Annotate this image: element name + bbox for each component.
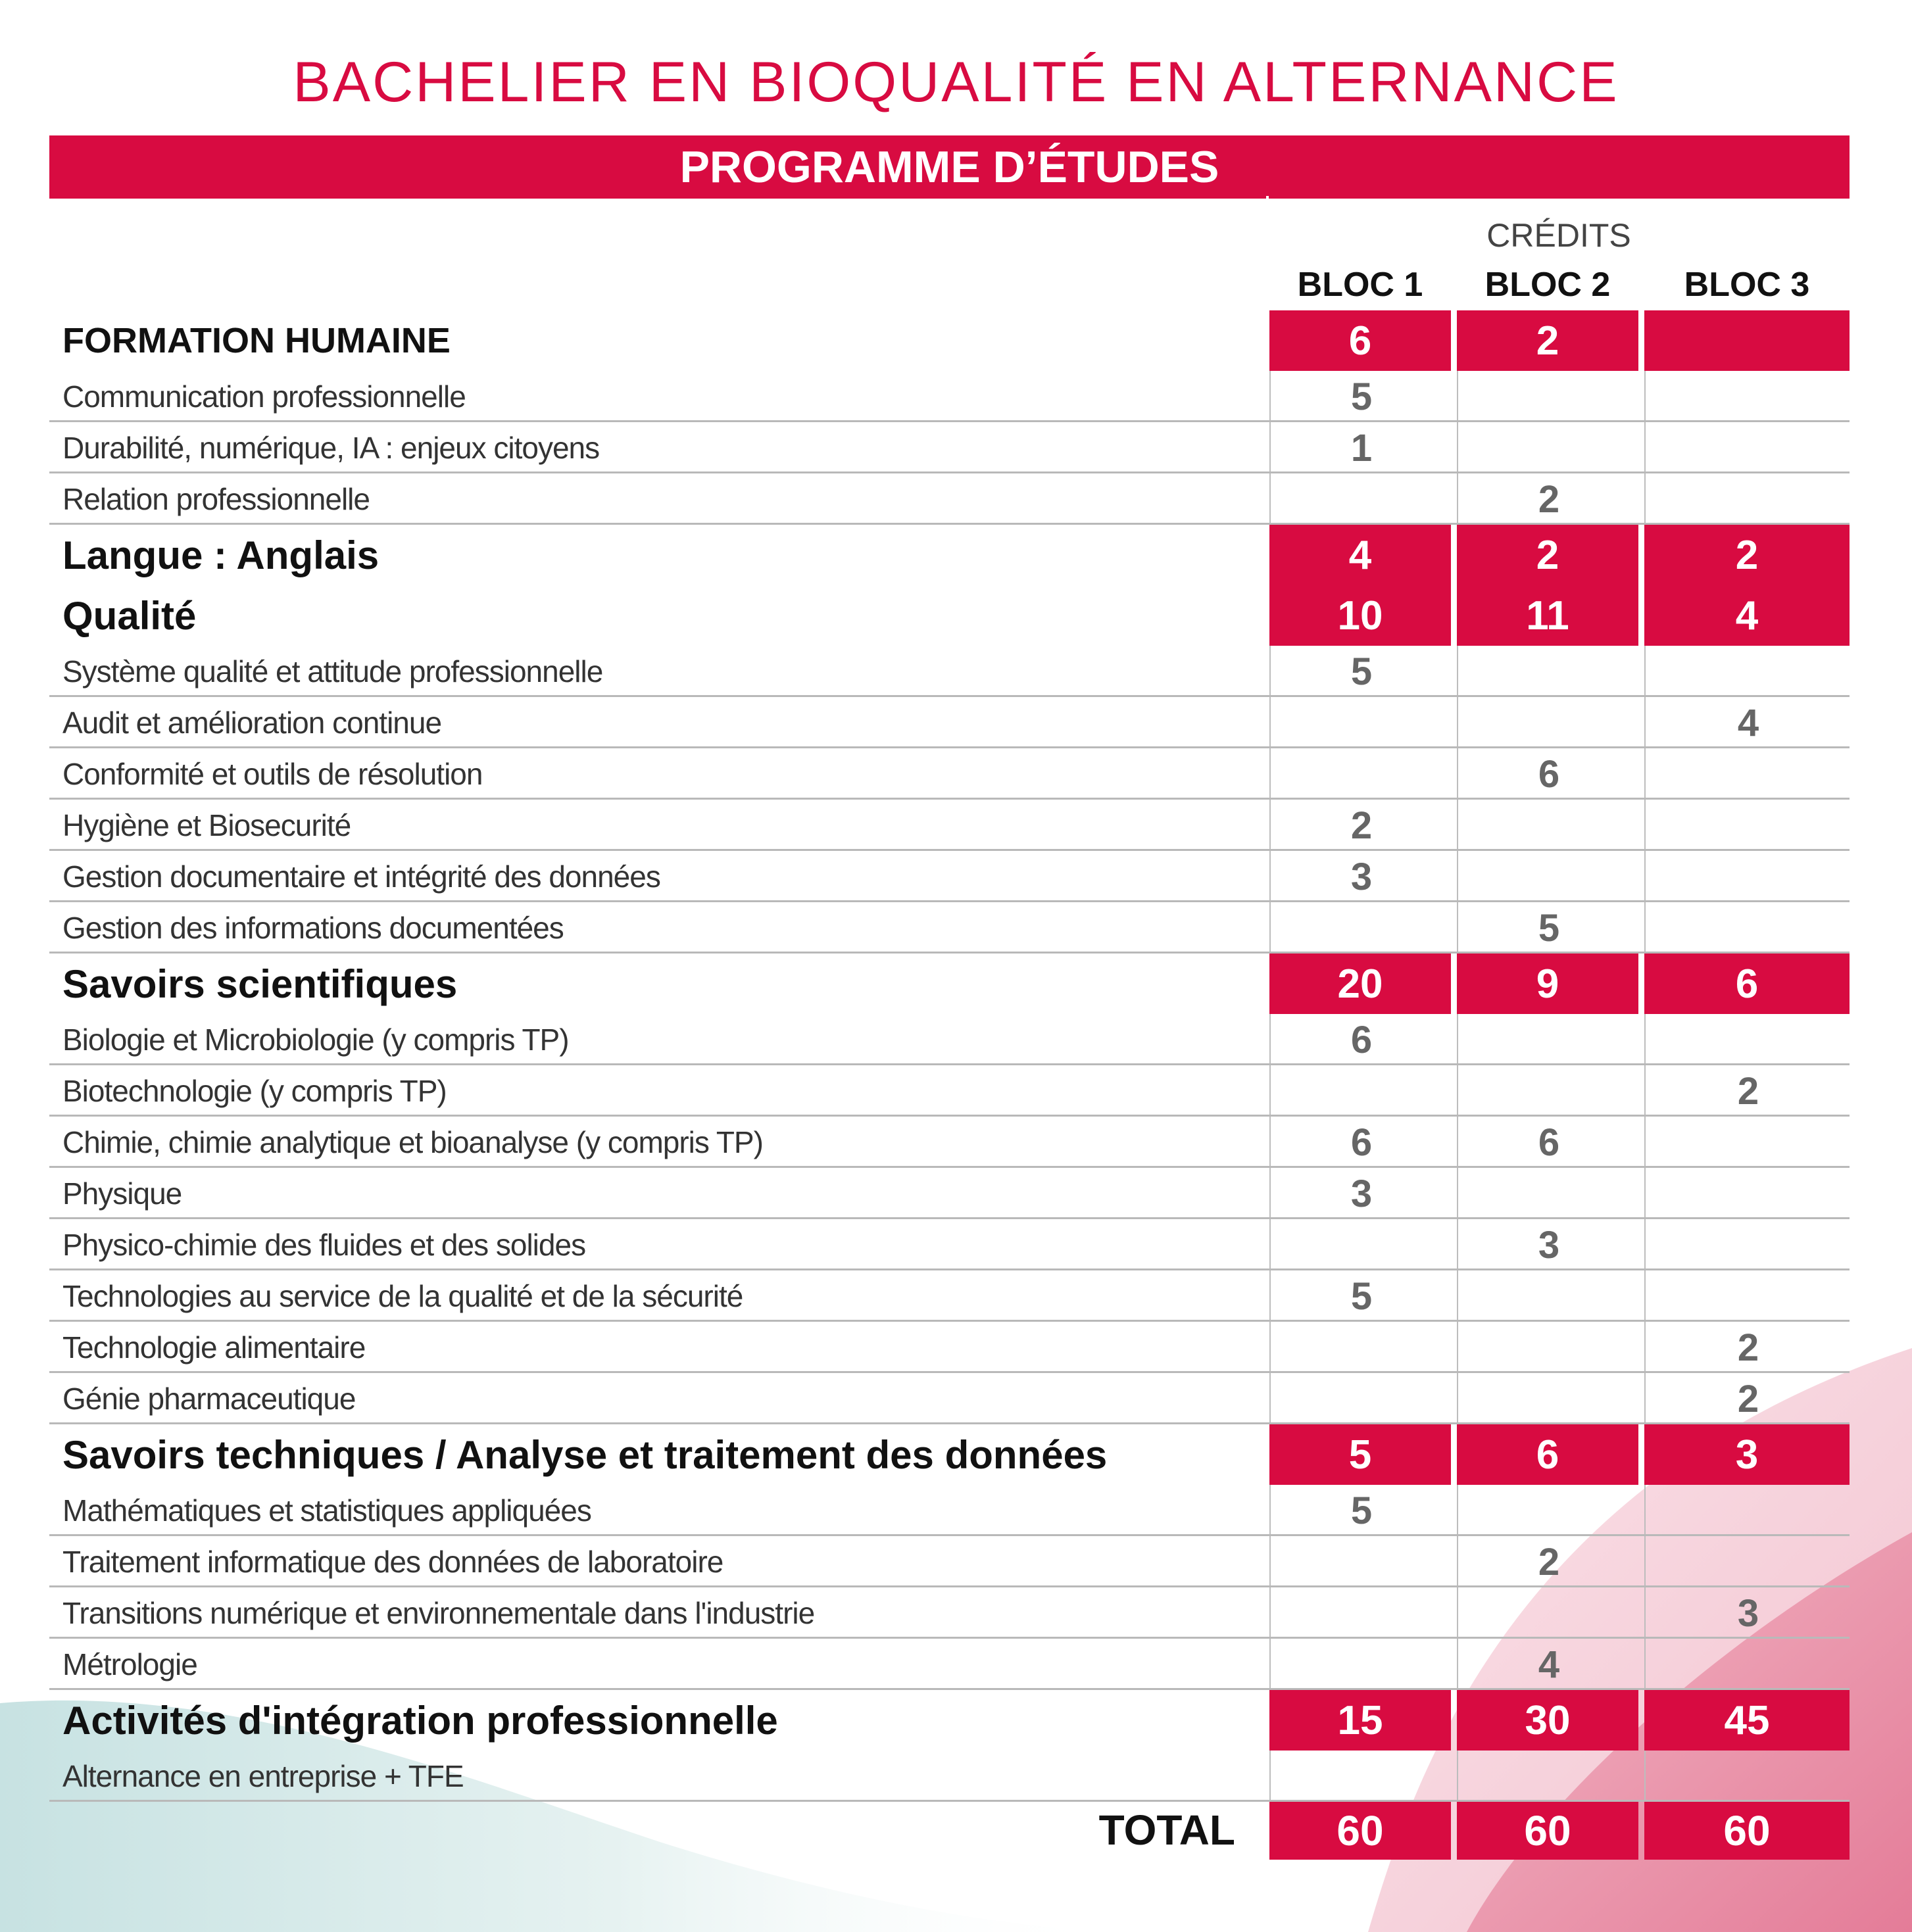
credit-cell-bloc-1: 6 bbox=[1269, 1014, 1452, 1065]
credit-cell-bloc-2 bbox=[1457, 1270, 1640, 1322]
banner-notch bbox=[1266, 196, 1269, 200]
credit-cell-bloc-2: 30 bbox=[1457, 1690, 1638, 1751]
credit-cell-bloc-2: 2 bbox=[1457, 310, 1638, 371]
column-header-bloc-1: BLOC 1 bbox=[1297, 266, 1423, 304]
course-label: Audit et amélioration continue bbox=[62, 706, 442, 740]
section-label: Activités d'intégration professionnelle bbox=[62, 1698, 778, 1743]
credit-cell-bloc-2 bbox=[1457, 422, 1640, 473]
credit-cell-bloc-2 bbox=[1457, 1065, 1640, 1117]
column-header-bloc-3: BLOC 3 bbox=[1684, 266, 1810, 304]
credit-cell-bloc-3 bbox=[1644, 1168, 1851, 1219]
column-header-bloc-2: BLOC 2 bbox=[1484, 266, 1611, 304]
credit-cell-bloc-2: 9 bbox=[1457, 954, 1638, 1014]
total-bloc-1: 60 bbox=[1269, 1802, 1451, 1860]
course-row bbox=[49, 1485, 1850, 1536]
course-label: Mathématiques et statistiques appliquées bbox=[62, 1493, 591, 1528]
credit-cell-bloc-2: 2 bbox=[1457, 1536, 1640, 1587]
total-bloc-2: 60 bbox=[1457, 1802, 1638, 1860]
credit-cell-bloc-1 bbox=[1269, 1373, 1452, 1424]
credit-cell-bloc-2: 3 bbox=[1457, 1219, 1640, 1270]
course-label: Génie pharmaceutique bbox=[62, 1382, 356, 1416]
section-row bbox=[49, 585, 1850, 646]
course-row bbox=[49, 851, 1850, 902]
credit-cell-bloc-1: 4 bbox=[1269, 525, 1451, 585]
credit-cell-bloc-1: 3 bbox=[1269, 851, 1452, 902]
course-label: Hygiène et Biosecurité bbox=[62, 808, 351, 842]
section-label: Savoirs techniques / Analyse et traitement des données bbox=[62, 1432, 1108, 1477]
credit-cell-bloc-3: 3 bbox=[1644, 1424, 1850, 1485]
credit-cell-bloc-2 bbox=[1457, 851, 1640, 902]
total-bloc-3: 60 bbox=[1644, 1802, 1850, 1860]
course-row bbox=[49, 1751, 1850, 1802]
credit-cell-bloc-1: 5 bbox=[1269, 371, 1452, 422]
credit-cell-bloc-1 bbox=[1269, 748, 1452, 800]
program-banner: PROGRAMME D’ÉTUDES bbox=[49, 135, 1850, 199]
credit-cell-bloc-2 bbox=[1457, 1373, 1640, 1424]
credit-cell-bloc-2: 6 bbox=[1457, 1117, 1640, 1168]
credit-cell-bloc-3 bbox=[1644, 748, 1851, 800]
course-row bbox=[49, 1322, 1850, 1373]
credit-cell-bloc-1 bbox=[1269, 1639, 1452, 1690]
credit-cell-bloc-1: 10 bbox=[1269, 585, 1451, 646]
credit-cell-bloc-3 bbox=[1644, 310, 1850, 371]
course-label: Physico-chimie des fluides et des solides bbox=[62, 1228, 586, 1262]
credit-cell-bloc-2: 2 bbox=[1457, 525, 1638, 585]
course-row bbox=[49, 902, 1850, 954]
course-row bbox=[49, 1587, 1850, 1639]
credit-cell-bloc-1 bbox=[1269, 1219, 1452, 1270]
course-row bbox=[49, 422, 1850, 473]
course-row bbox=[49, 1014, 1850, 1065]
course-label: Métrologie bbox=[62, 1647, 197, 1681]
credit-cell-bloc-1 bbox=[1269, 473, 1452, 525]
credit-cell-bloc-2 bbox=[1457, 1751, 1640, 1802]
credit-cell-bloc-1 bbox=[1269, 1751, 1452, 1802]
course-row bbox=[49, 1117, 1850, 1168]
credit-cell-bloc-2 bbox=[1457, 800, 1640, 851]
course-label: Système qualité et attitude professionnelle bbox=[62, 654, 603, 688]
credit-cell-bloc-3 bbox=[1644, 1117, 1851, 1168]
credit-cell-bloc-3: 45 bbox=[1644, 1690, 1850, 1751]
credit-cell-bloc-2 bbox=[1457, 1014, 1640, 1065]
course-label: Relation professionnelle bbox=[62, 482, 370, 516]
course-label: Gestion documentaire et intégrité des données bbox=[62, 859, 660, 894]
course-row bbox=[49, 1373, 1850, 1424]
credit-cell-bloc-3 bbox=[1644, 371, 1851, 422]
course-label: Gestion des informations documentées bbox=[62, 911, 564, 945]
credit-cell-bloc-2: 2 bbox=[1457, 473, 1640, 525]
course-label: Conformité et outils de résolution bbox=[62, 757, 483, 791]
course-label: Traitement informatique des données de laboratoire bbox=[62, 1545, 723, 1579]
credit-cell-bloc-3 bbox=[1644, 473, 1851, 525]
credit-cell-bloc-3 bbox=[1644, 1751, 1851, 1802]
course-label: Alternance en entreprise + TFE bbox=[62, 1759, 464, 1793]
credit-cell-bloc-3 bbox=[1644, 1639, 1851, 1690]
course-label: Physique bbox=[62, 1176, 182, 1211]
credit-cell-bloc-1: 6 bbox=[1269, 1117, 1452, 1168]
section-row bbox=[49, 954, 1850, 1014]
credit-cell-bloc-3: 2 bbox=[1644, 1373, 1851, 1424]
course-row bbox=[49, 1168, 1850, 1219]
credit-cell-bloc-3 bbox=[1644, 1014, 1851, 1065]
course-row bbox=[49, 646, 1850, 697]
credit-cell-bloc-1: 5 bbox=[1269, 1270, 1452, 1322]
course-row bbox=[49, 1639, 1850, 1690]
credit-cell-bloc-1 bbox=[1269, 697, 1452, 748]
course-row bbox=[49, 473, 1850, 525]
section-label: FORMATION HUMAINE bbox=[62, 321, 451, 360]
credit-cell-bloc-2 bbox=[1457, 1485, 1640, 1536]
credit-cell-bloc-3 bbox=[1644, 902, 1851, 954]
section-row bbox=[49, 1690, 1850, 1751]
course-label: Technologie alimentaire bbox=[62, 1330, 366, 1364]
section-label: Qualité bbox=[62, 593, 197, 638]
credit-cell-bloc-3 bbox=[1644, 1536, 1851, 1587]
course-row bbox=[49, 1536, 1850, 1587]
credit-cell-bloc-3: 2 bbox=[1644, 525, 1850, 585]
section-row bbox=[49, 310, 1850, 371]
page-title: BACHELIER EN BIOQUALITÉ EN ALTERNANCE bbox=[293, 51, 1619, 114]
credit-cell-bloc-1: 5 bbox=[1269, 1485, 1452, 1536]
credit-cell-bloc-1: 15 bbox=[1269, 1690, 1451, 1751]
credit-cell-bloc-2: 5 bbox=[1457, 902, 1640, 954]
total-label: TOTAL bbox=[1098, 1806, 1235, 1854]
course-label: Chimie, chimie analytique et bioanalyse (y compris TP) bbox=[62, 1125, 763, 1159]
credit-cell-bloc-1: 1 bbox=[1269, 422, 1452, 473]
credit-cell-bloc-2 bbox=[1457, 697, 1640, 748]
course-row bbox=[49, 697, 1850, 748]
credit-cell-bloc-3 bbox=[1644, 1485, 1851, 1536]
course-row bbox=[49, 1270, 1850, 1322]
credit-cell-bloc-3 bbox=[1644, 851, 1851, 902]
credit-cell-bloc-1: 2 bbox=[1269, 800, 1452, 851]
credit-cell-bloc-3: 2 bbox=[1644, 1322, 1851, 1373]
course-label: Transitions numérique et environnementale dans l'industrie bbox=[62, 1596, 815, 1630]
course-row bbox=[49, 1065, 1850, 1117]
credit-cell-bloc-3 bbox=[1644, 422, 1851, 473]
credit-cell-bloc-2 bbox=[1457, 1587, 1640, 1639]
credit-cell-bloc-2: 6 bbox=[1457, 1424, 1638, 1485]
credit-cell-bloc-2: 6 bbox=[1457, 748, 1640, 800]
credit-cell-bloc-1 bbox=[1269, 902, 1452, 954]
course-label: Biologie et Microbiologie (y compris TP) bbox=[62, 1023, 569, 1057]
credits-label: CRÉDITS bbox=[1486, 217, 1631, 254]
credit-cell-bloc-1: 3 bbox=[1269, 1168, 1452, 1219]
credit-cell-bloc-3: 6 bbox=[1644, 954, 1850, 1014]
section-label: Langue : Anglais bbox=[62, 533, 380, 577]
section-row bbox=[49, 1424, 1850, 1485]
credit-cell-bloc-2 bbox=[1457, 371, 1640, 422]
credit-cell-bloc-1: 20 bbox=[1269, 954, 1451, 1014]
credit-cell-bloc-2 bbox=[1457, 646, 1640, 697]
credit-cell-bloc-2 bbox=[1457, 1168, 1640, 1219]
credit-cell-bloc-2: 11 bbox=[1457, 585, 1638, 646]
credit-cell-bloc-1 bbox=[1269, 1587, 1452, 1639]
course-label: Biotechnologie (y compris TP) bbox=[62, 1074, 447, 1108]
credit-cell-bloc-3 bbox=[1644, 800, 1851, 851]
credit-cell-bloc-2: 4 bbox=[1457, 1639, 1640, 1690]
course-row bbox=[49, 800, 1850, 851]
credit-cell-bloc-3: 2 bbox=[1644, 1065, 1851, 1117]
credit-cell-bloc-1: 5 bbox=[1269, 1424, 1451, 1485]
course-row bbox=[49, 371, 1850, 422]
credit-cell-bloc-3: 4 bbox=[1644, 585, 1850, 646]
credit-cell-bloc-1 bbox=[1269, 1065, 1452, 1117]
credit-cell-bloc-3 bbox=[1644, 1270, 1851, 1322]
credit-cell-bloc-1 bbox=[1269, 1322, 1452, 1373]
credit-cell-bloc-3: 3 bbox=[1644, 1587, 1851, 1639]
credit-cell-bloc-1: 6 bbox=[1269, 310, 1451, 371]
course-label: Technologies au service de la qualité et de la sécurité bbox=[62, 1279, 743, 1313]
credit-cell-bloc-1 bbox=[1269, 1536, 1452, 1587]
course-row bbox=[49, 1219, 1850, 1270]
course-row bbox=[49, 748, 1850, 800]
credit-cell-bloc-1: 5 bbox=[1269, 646, 1452, 697]
course-label: Durabilité, numérique, IA : enjeux citoyens bbox=[62, 431, 600, 465]
section-row bbox=[49, 525, 1850, 585]
credit-cell-bloc-3 bbox=[1644, 1219, 1851, 1270]
credit-cell-bloc-2 bbox=[1457, 1322, 1640, 1373]
credit-cell-bloc-3 bbox=[1644, 646, 1851, 697]
section-label: Savoirs scientifiques bbox=[62, 961, 458, 1006]
course-label: Communication professionnelle bbox=[62, 379, 466, 414]
credit-cell-bloc-3: 4 bbox=[1644, 697, 1851, 748]
